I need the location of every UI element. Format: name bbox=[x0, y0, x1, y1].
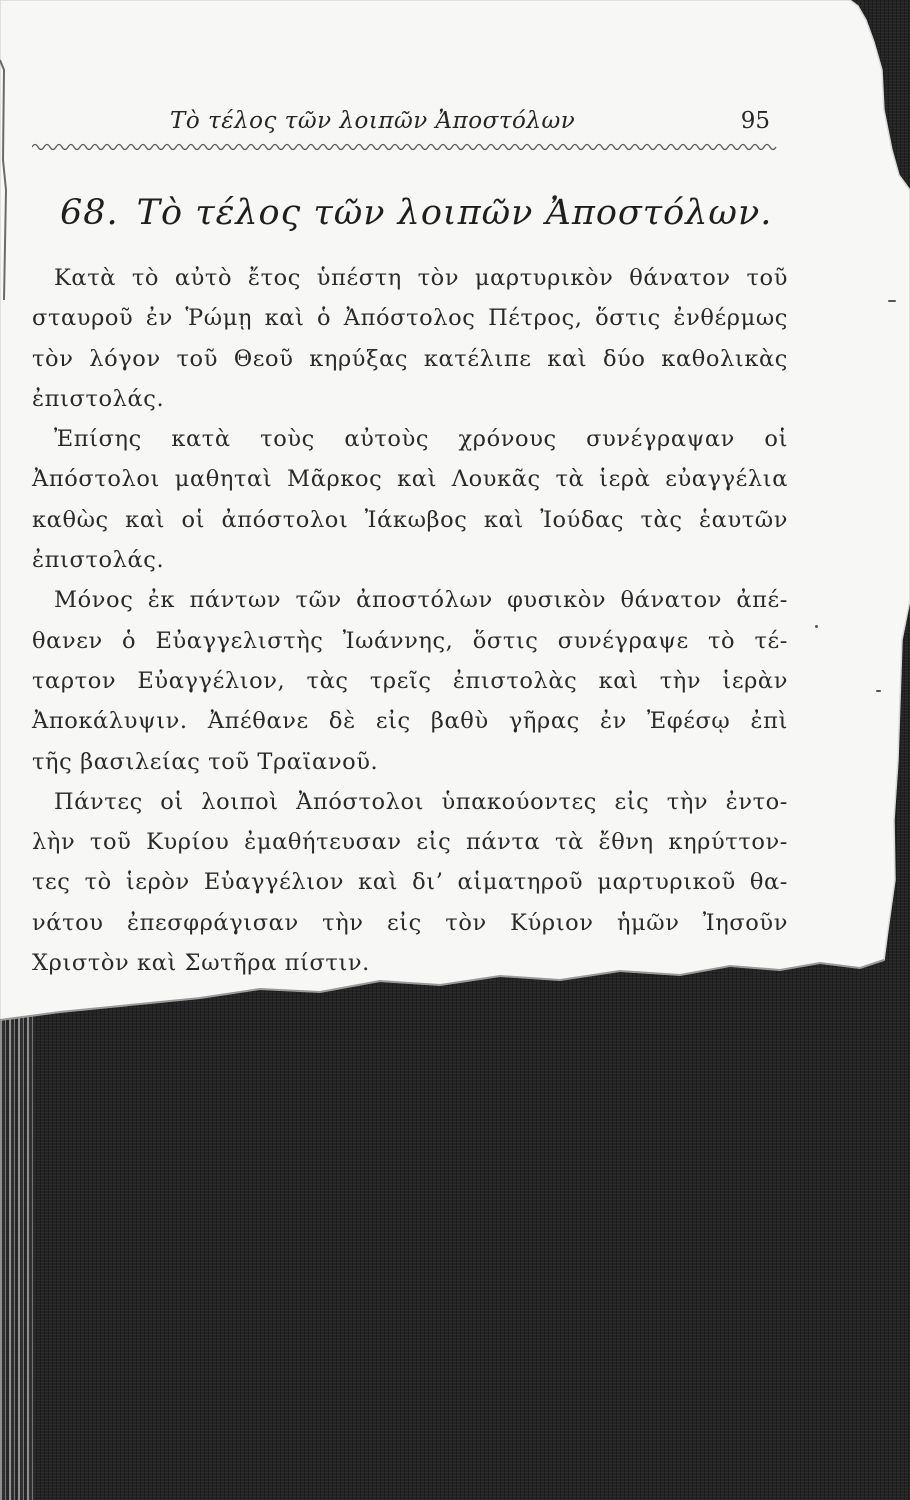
paragraph bbox=[32, 782, 788, 983]
text-line: Πάντες οἱ λοιποὶ Ἀπόστολοι ὑπακούοντες εἰς τὴν ἐντο- bbox=[54, 788, 788, 815]
text-line: ἐπιστολάς. bbox=[32, 385, 165, 412]
paragraph bbox=[32, 419, 788, 580]
text-line: τῆς βασιλείας τοῦ Τραϊανοῦ. bbox=[32, 748, 379, 775]
text-line: Ἀπόστολοι μαθηταὶ Μᾶρκος καὶ Λουκᾶς τὰ ἱερὰ εὐαγγέλια bbox=[32, 466, 788, 493]
text-line: καθὼς καὶ οἱ ἀπόστολοι Ἰάκωβος καὶ Ἰούδας τὰς ἑαυτῶν bbox=[32, 506, 788, 533]
text-line: ἐπιστολάς. bbox=[32, 547, 165, 574]
text-line: νάτου ἐπεσφράγισαν τὴν εἰς τὸν Κύριον ἡμῶν Ἰησοῦν bbox=[32, 909, 788, 936]
chapter-number: 68. bbox=[60, 193, 119, 233]
paragraph bbox=[32, 580, 788, 781]
text-line: Χριστὸν καὶ Σωτῆρα πίστιν. bbox=[32, 950, 370, 977]
text-line: Κατὰ τὸ αὐτὸ ἔτος ὑπέστη τὸν μαρτυρικὸν θάνατον τοῦ bbox=[54, 265, 788, 291]
text-line: Μόνος ἐκ πάντων τῶν ἀποστόλων φυσικὸν θάνατον ἀπέ- bbox=[54, 587, 788, 614]
text-line: θανεν ὁ Εὐαγγελιστὴς Ἰωάννης, ὅστις συνέγραψε τὸ τέ- bbox=[32, 627, 788, 654]
text-line: τες τὸ ἱερὸν Εὐαγγέλιον καὶ δι’ αἱματηροῦ μαρτυρικοῦ θα- bbox=[32, 869, 788, 896]
wavy-header-rule bbox=[32, 140, 784, 154]
text-line: λὴν τοῦ Κυρίου ἐμαθήτευσαν εἰς πάντα τὰ ἔθνη κηρύττον- bbox=[32, 829, 788, 856]
paragraph bbox=[32, 258, 788, 419]
chapter-heading bbox=[60, 193, 840, 233]
text-line: ταρτον Εὐαγγέλιον, τὰς τρεῖς ἐπιστολὰς καὶ τὴν ἱερὰν bbox=[32, 667, 788, 694]
text-line: Ἐπίσης κατὰ τοὺς αὐτοὺς χρόνους συνέγραψαν οἱ bbox=[54, 426, 788, 453]
ink-speck bbox=[888, 300, 896, 302]
running-title: Τὸ τέλος τῶν λοιπῶν Ἀποστόλων bbox=[170, 108, 576, 134]
text-line: σταυροῦ ἐν Ῥώμῃ καὶ ὁ Ἀπόστολος Πέτρος, ὅστις ἐνθέρμως bbox=[32, 305, 788, 332]
text-line: Ἀποκάλυψιν. Ἀπέθανε δὲ εἰς βαθὺ γῆρας ἐν Ἐφέσῳ ἐπὶ bbox=[32, 708, 788, 735]
page-number: 95 bbox=[740, 108, 770, 134]
text-line: τὸν λόγον τοῦ Θεοῦ κηρύξας κατέλιπε καὶ δύο καθολικὰς bbox=[32, 345, 788, 372]
chapter-title: Τὸ τέλος τῶν λοιπῶν Ἀποστόλων. bbox=[136, 193, 773, 233]
body-text bbox=[32, 258, 788, 983]
ink-speck bbox=[815, 625, 818, 628]
ink-speck bbox=[876, 690, 881, 692]
